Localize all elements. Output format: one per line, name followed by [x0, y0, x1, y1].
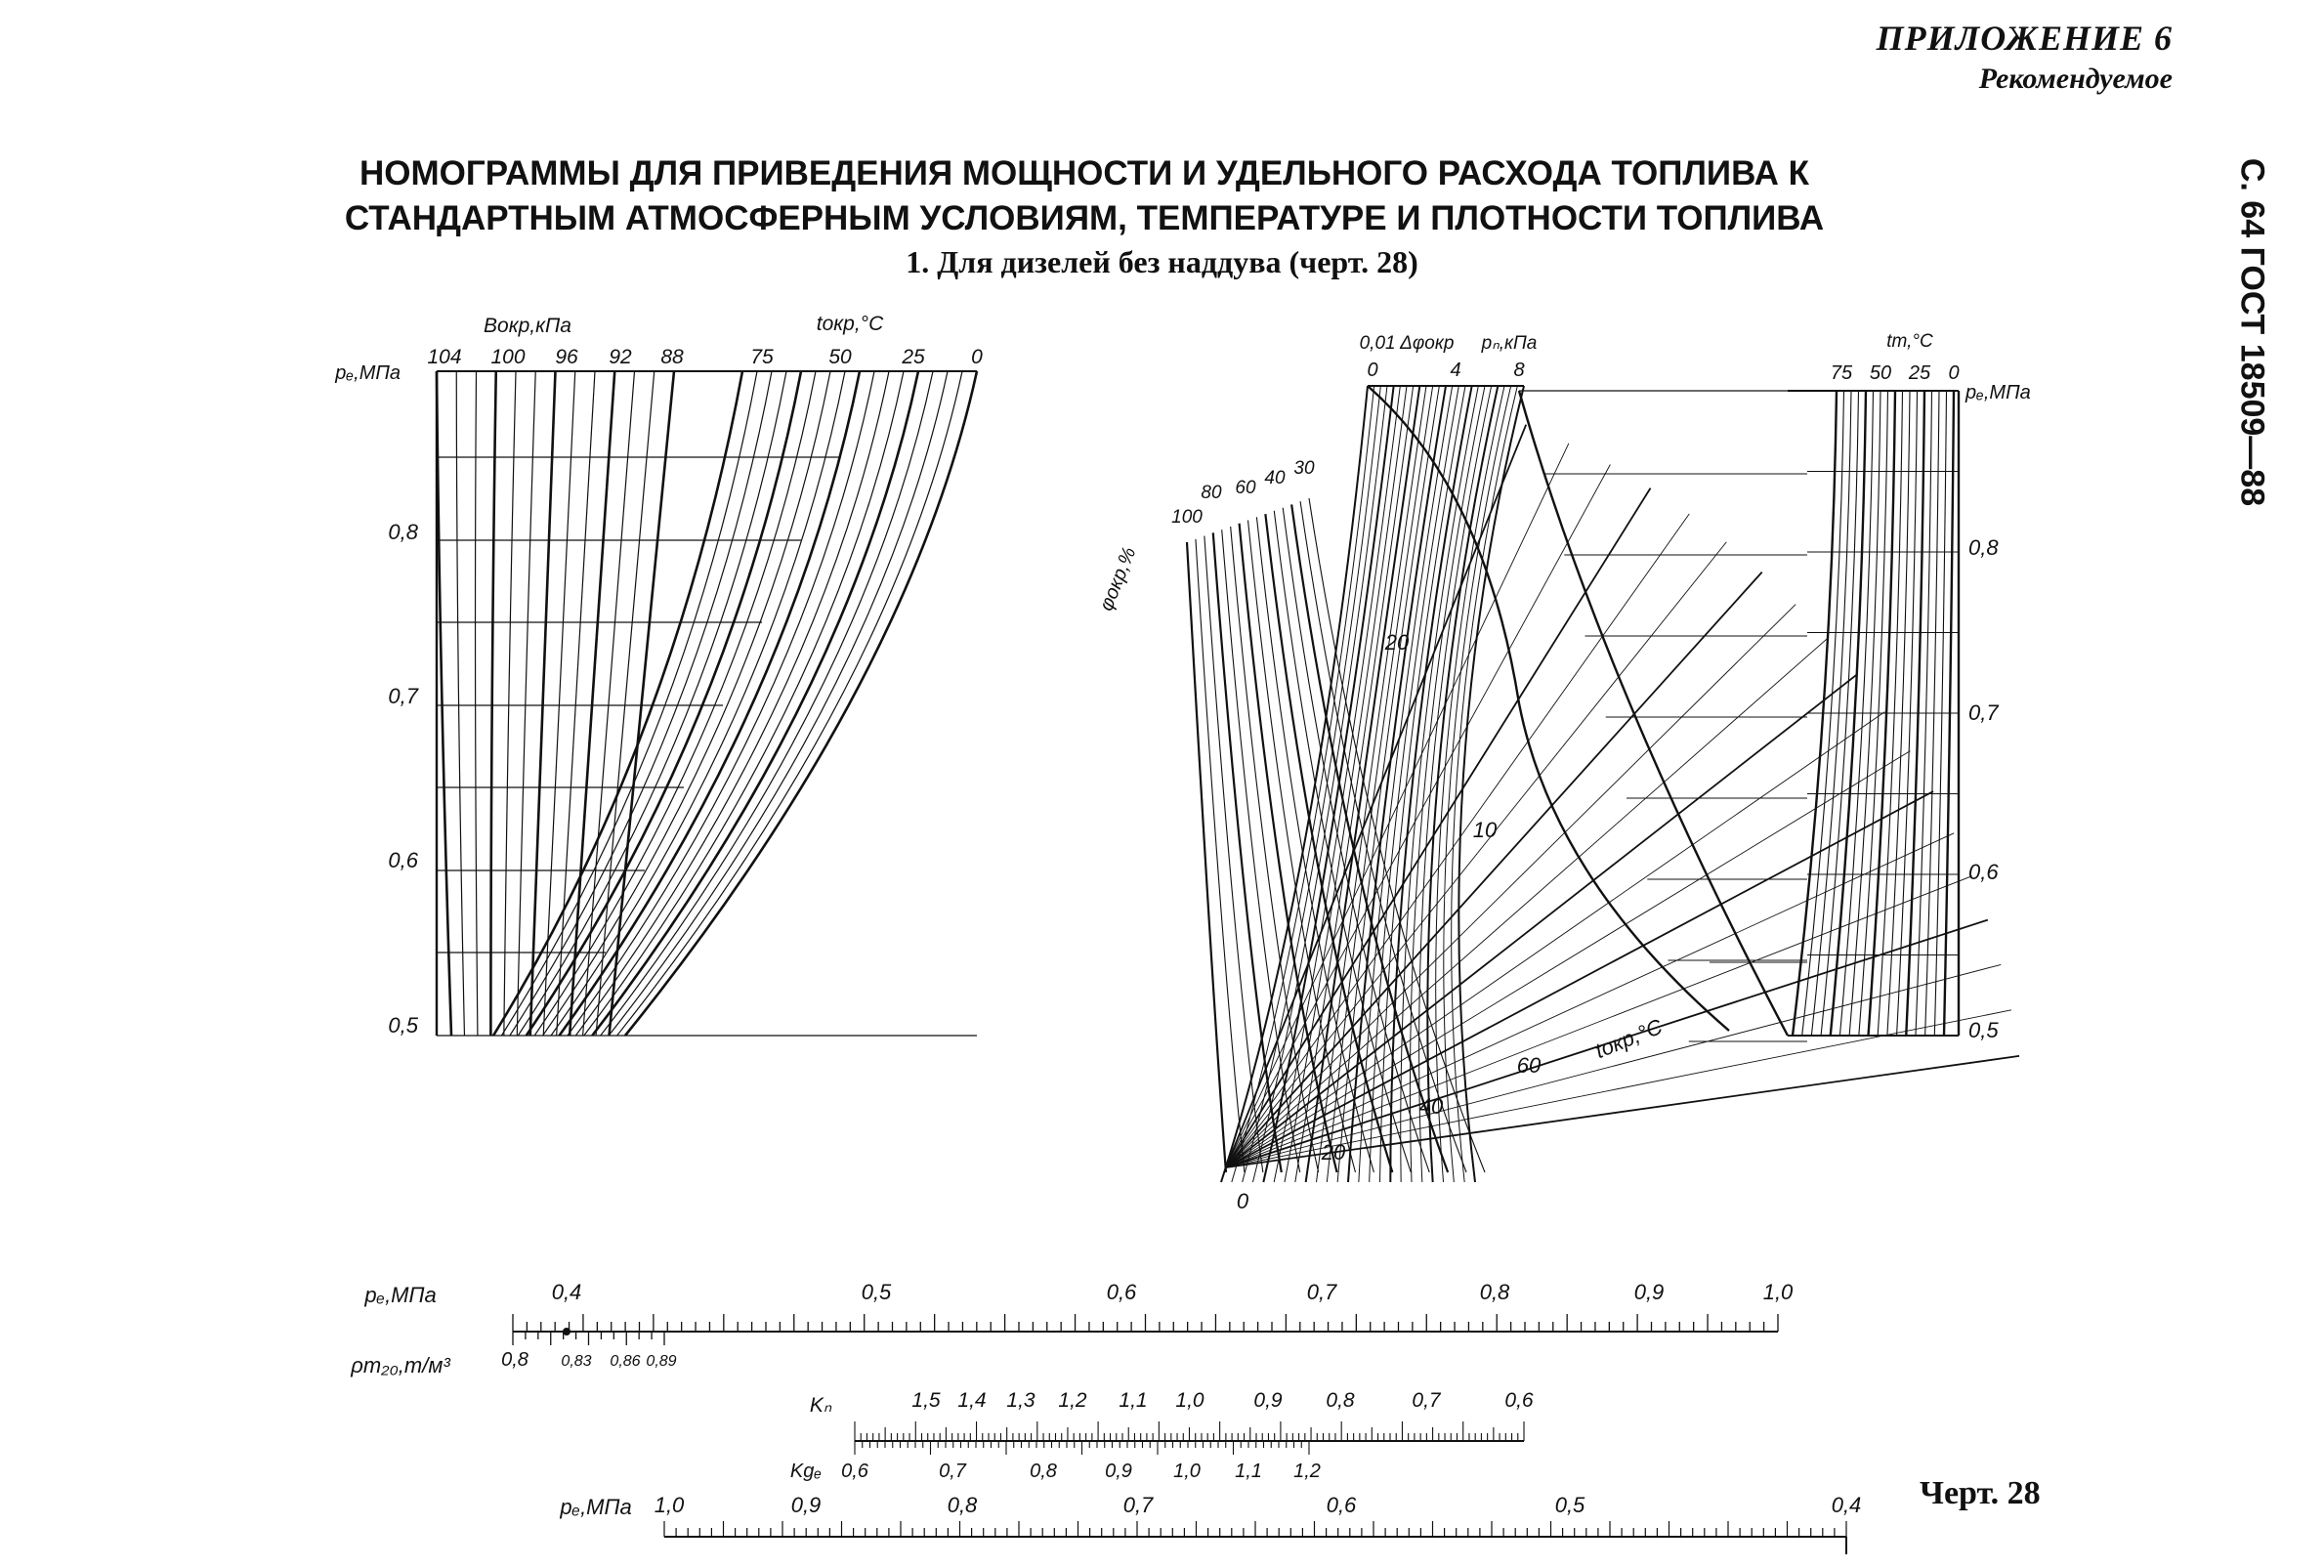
kge-scale-title: Kgₑ: [789, 1461, 823, 1482]
kge-scale-value: 0,9: [1105, 1461, 1132, 1482]
ambient-temperature-tick: 0: [971, 346, 983, 368]
pe-bottom-scale-value: 0,9: [790, 1493, 822, 1517]
kn-scale-title: Kₙ: [809, 1394, 832, 1417]
barometric-pressure-curve: [456, 371, 464, 1036]
appendix-status: Рекомендуемое: [1978, 63, 2173, 95]
right-pe-axis-title: pₑ,МПа: [1965, 382, 2031, 403]
relative-humidity-title: φокр,%: [1095, 544, 1141, 614]
kn-scale-value: 0,9: [1253, 1389, 1283, 1412]
barometric-pressure-tick: 92: [609, 346, 632, 368]
ambient-temperature-curve: [543, 371, 830, 1036]
right-pe-tick: 0,5: [1968, 1018, 1999, 1042]
relative-humidity-curve: [1204, 536, 1263, 1172]
pe-top-scale-value: 0,6: [1106, 1280, 1137, 1304]
density-scale-value: 0,89: [646, 1353, 677, 1370]
standard-page-code-text: С. 64 ГОСТ 18509—88: [2233, 157, 2271, 507]
temperature-ray: [1226, 605, 1796, 1167]
temperature-ray: [1226, 488, 1651, 1167]
vapor-pressure-title: pₙ,кПа: [1481, 333, 1538, 354]
left-pe-tick: 0,8: [388, 520, 418, 544]
title-line-1: НОМОГРАММЫ ДЛЯ ПРИВЕДЕНИЯ МОЩНОСТИ И УДЕЛЬНОГО РАСХОДА ТОПЛИВА К: [359, 154, 1809, 192]
kn-scale-value: 1,1: [1119, 1389, 1148, 1412]
kge-scale-value: 0,6: [841, 1461, 868, 1482]
kge-scale-value: 1,1: [1235, 1461, 1262, 1482]
section-subtitle: 1. Для дизелей без наддува (черт. 28): [906, 244, 1418, 279]
barometric-pressure-curve: [543, 371, 575, 1036]
humidity-grid-curve: [1327, 386, 1432, 1182]
temperature-ray: [1226, 638, 1828, 1167]
temperature-ray: [1226, 572, 1762, 1167]
inner-curve-label: 10: [1472, 818, 1498, 842]
pe-top-scale-value: 1,0: [1762, 1280, 1794, 1304]
ambient-temperature-curve: [601, 371, 933, 1036]
density-scale-title: ρт₂₀,т/м³: [351, 1353, 450, 1377]
pe-top-scale-value: 0,8: [1479, 1280, 1510, 1304]
humidity-grid-curve: [1452, 386, 1518, 1182]
pe-top-scale-value: 0,7: [1306, 1280, 1337, 1304]
bottom-scales: [350, 1280, 1861, 1554]
relative-humidity-curve: [1213, 532, 1282, 1172]
pe-bottom-scale-value: 0,6: [1326, 1493, 1357, 1517]
relative-humidity-tick: 30: [1293, 458, 1315, 479]
relative-humidity-tick: 100: [1171, 507, 1203, 528]
kge-scale-value: 1,2: [1293, 1461, 1321, 1482]
relative-humidity-tick: 40: [1264, 468, 1286, 488]
pe-bottom-scale-value: 1,0: [654, 1493, 685, 1517]
fuel-temperature-tick: 50: [1869, 362, 1892, 384]
humidity-pressure-inner-curve: [1519, 391, 1788, 1036]
kn-scale-value: 1,0: [1175, 1389, 1204, 1412]
vapor-pressure-tick: 8: [1513, 360, 1525, 381]
temperature-ray: [1226, 964, 2001, 1167]
humidity-grid-curve: [1306, 386, 1420, 1182]
fuel-temperature-tick: 0: [1948, 362, 1960, 384]
pe-bottom-scale-value: 0,5: [1554, 1493, 1585, 1517]
fuel-temperature-tick: 75: [1830, 362, 1853, 384]
ambient-temperature-curve: [501, 371, 757, 1036]
pe-bottom-scale-value: 0,4: [1831, 1493, 1862, 1517]
barometric-pressure-curve: [437, 371, 451, 1036]
kge-scale-value: 0,7: [939, 1461, 966, 1482]
barometric-pressure-curve: [476, 371, 478, 1036]
kn-scale-value: 1,2: [1058, 1389, 1087, 1412]
ambient-temperature-tick: 75: [750, 346, 774, 368]
temperature-ray-tick: 20: [1321, 1140, 1346, 1165]
pe-bottom-scale-value: 0,8: [947, 1493, 978, 1517]
relative-humidity-tick: 80: [1201, 483, 1222, 503]
density-scale-value: 0,86: [610, 1353, 641, 1370]
density-scale-value: 0,83: [561, 1353, 592, 1370]
temperature-ray-tick: 40: [1418, 1094, 1444, 1119]
pe-bottom-scale-title: pₑ,МПа: [560, 1495, 632, 1519]
left-pe-axis-title: pₑ,МПа: [335, 362, 401, 384]
middle-nomogram: [1095, 333, 2019, 1213]
title-line-2: СТАНДАРТНЫМ АТМОСФЕРНЫМ УСЛОВИЯМ, ТЕМПЕРАТУРЕ И ПЛОТНОСТИ ТОПЛИВА: [344, 199, 1825, 237]
left-pe-tick: 0,5: [388, 1013, 418, 1038]
left-pe-tick: 0,7: [388, 684, 418, 708]
density-scale-value: 0,8: [501, 1349, 528, 1371]
figure-label: Черт. 28: [1920, 1475, 2041, 1511]
kn-scale-value: 1,3: [1006, 1389, 1035, 1412]
right-pe-tick: 0,8: [1968, 535, 1999, 560]
vapor-pressure-tick: 4: [1450, 360, 1461, 381]
relative-humidity-tick: 60: [1235, 478, 1256, 498]
kge-scale-value: 1,0: [1173, 1461, 1201, 1482]
right-pe-tick: 0,6: [1968, 860, 1999, 884]
fuel-temperature-title: tт,°С: [1886, 331, 1933, 352]
temperature-ray: [1226, 791, 1933, 1167]
barometric-pressure-tick: 88: [660, 346, 684, 368]
kn-scale-value: 0,8: [1326, 1389, 1355, 1412]
left-pe-tick: 0,6: [388, 848, 418, 872]
barometric-pressure-tick: 100: [490, 346, 526, 368]
kn-scale-value: 0,7: [1412, 1389, 1441, 1412]
kge-scale-value: 0,8: [1030, 1461, 1057, 1482]
kn-scale-value: 1,5: [911, 1389, 941, 1412]
fuel-temperature-tick: 25: [1908, 362, 1931, 384]
pe-top-scale-title: pₑ,МПа: [364, 1283, 437, 1307]
ambient-temperature-tick: 50: [828, 346, 852, 368]
ambient-temperature-curve: [584, 371, 904, 1036]
temperature-ray-tick: 60: [1516, 1053, 1542, 1078]
right-nomogram: [1788, 331, 2031, 1042]
ambient-temperature-title: tокр,°С: [816, 313, 884, 335]
barometric-pressure-title: Bокр,кПа: [484, 315, 571, 337]
temperature-ray-tick: 0: [1236, 1189, 1249, 1213]
pe-bottom-scale-value: 0,7: [1122, 1493, 1154, 1517]
temperature-ray-title: tокр,°С: [1591, 1014, 1667, 1064]
kn-scale-value: 1,4: [957, 1389, 987, 1412]
pe-top-scale-value: 0,9: [1633, 1280, 1665, 1304]
appendix-number: ПРИЛОЖЕНИЕ 6: [1876, 19, 2173, 58]
kn-scale-value: 0,6: [1504, 1389, 1534, 1412]
humidity-delta-title: 0,01 Δφокр: [1359, 333, 1455, 354]
right-pe-tick: 0,7: [1968, 700, 1999, 725]
vapor-pressure-tick: 0: [1367, 360, 1378, 381]
temperature-ray: [1226, 712, 1884, 1167]
pe-top-scale-value: 0,4: [551, 1280, 582, 1304]
barometric-pressure-tick: 104: [427, 346, 462, 368]
inner-curve-label: 20: [1384, 630, 1410, 655]
barometric-pressure-tick: 96: [555, 346, 578, 368]
barometric-pressure-curve: [504, 371, 516, 1036]
relative-humidity-curve: [1231, 527, 1319, 1172]
pe-top-scale-value: 0,5: [861, 1280, 892, 1304]
left-nomogram: [334, 313, 983, 1038]
ambient-temperature-curve: [575, 371, 889, 1036]
barometric-pressure-curve: [490, 371, 495, 1036]
ambient-temperature-tick: 25: [902, 346, 925, 368]
